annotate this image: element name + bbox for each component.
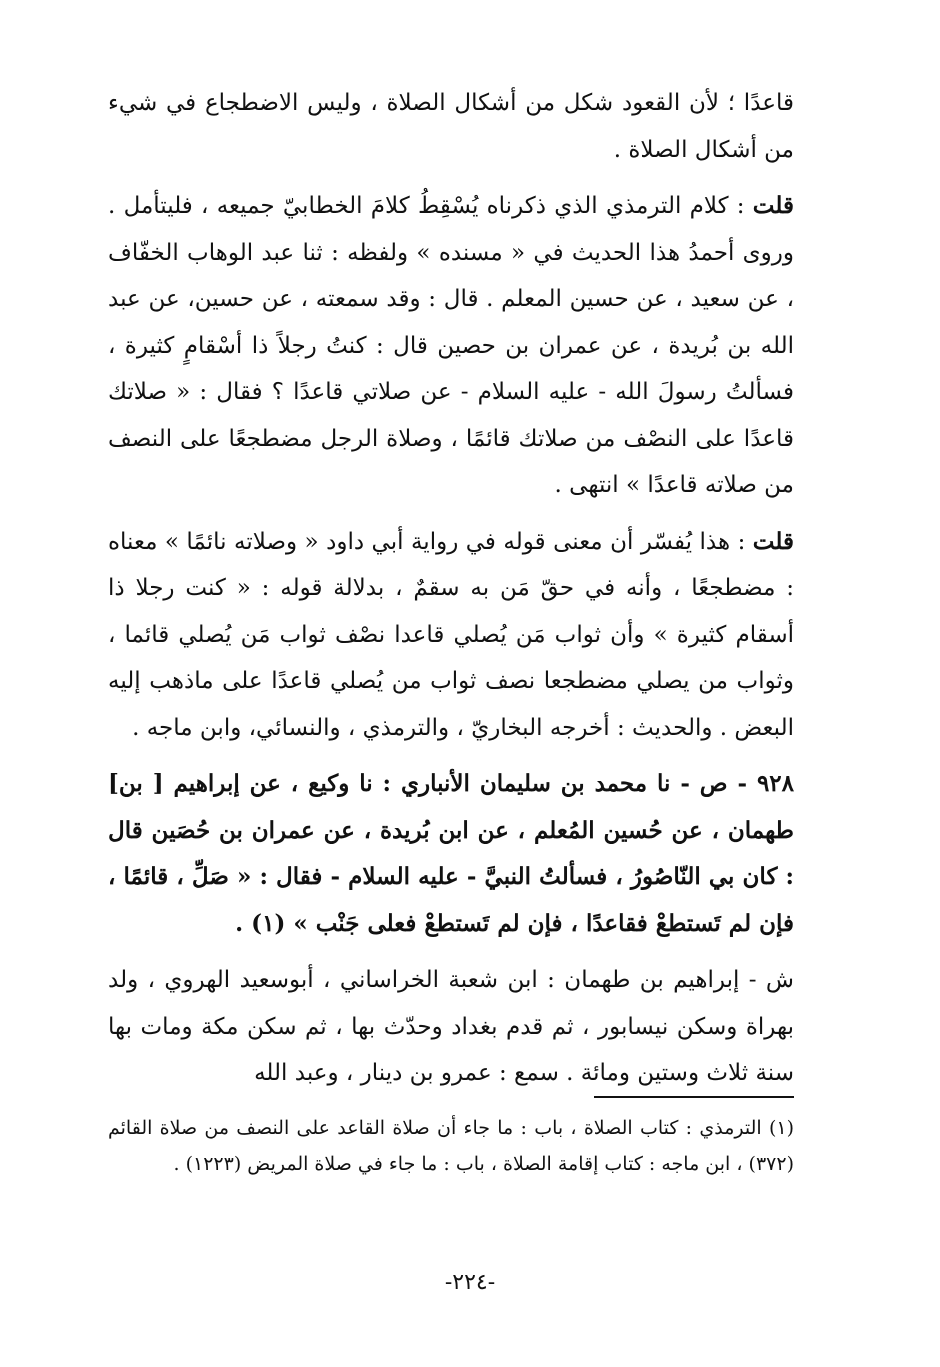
paragraph-1-text: قاعدًا ؛ لأن القعود شكل من أشكال الصلاة ، وليس الاضطجاع في شيء من أشكال الصلاة .: [108, 90, 794, 163]
page-number: -٢٢٤-: [444, 1270, 496, 1295]
paragraph-3-text: : هذا يُفسّر أن معنى قوله في رواية أبي داود « وصلاته نائمًا » معناه : مضطجعًا ، وأنه في حقّ مَن به سقمٌ ، بدلالة قوله : « كنت رجلا ذا أسقام كثيرة » وأن ثواب مَن يُصلي قاعدا نصْف ثواب مَن يُصلي قائما ، وثواب من يصلي مضطجعا نصف ثواب من يُصلي قاعدًا على ماذهب إليه البعض . والحديث : أخرجه البخاريّ ، والترمذي ، والنسائي، وابن ماجه .: [108, 528, 794, 741]
paragraph-2-lead: قلت: [752, 192, 794, 219]
footnote-text: (١) الترمذي : كتاب الصلاة ، باب : ما جاء أن صلاة القاعد على النصف من صلاة القائم (٣٧٢) ، ابن ماجه : كتاب إقامة الصلاة ، باب : ما جاء في صلاة المريض (١٢٢٣) .: [108, 1117, 794, 1175]
commentary-paragraph: [108, 957, 794, 1097]
main-text: [108, 80, 794, 1097]
commentary-text: ش - إبراهيم بن طهمان : ابن شعبة الخراساني ، أبوسعيد الهروي ، ولد بهراة وسكن نيسابور ، ثم قدم بغداد وحدّث بها ، ثم سكن مكة ومات بها سنة ثلاث وستين ومائة . سمع : عمرو بن دينار ، وعبد الله: [108, 967, 794, 1086]
paragraph-3: [108, 519, 794, 752]
footnote: [108, 1110, 794, 1182]
hadith-paragraph: [108, 761, 794, 947]
paragraph-2: [108, 183, 794, 509]
paragraph-2-text: : كلام الترمذي الذي ذكرناه يُسْقِطُ كلامَ الخطابيّ جميعه ، فليتأمل . وروى أحمدُ هذا الحديث في « مسنده » ولفظه : ثنا عبد الوهاب الخفّاف ، عن سعيد ، عن حسين المعلم . قال : وقد سمعته ، عن حسين، عن عبد الله بن بُريدة ، عن عمران بن حصين قال : كنتُ رجلاً ذا أسْقامٍ كثيرة ، فسألتُ رسولَ الله - عليه السلام - عن صلاتي قاعدًا ؟ فقال : « صلاتك قاعدًا على النصْف من صلاتك قائمًا ، وصلاة الرجل مضطجعًا على النصف من صلاته قاعدًا » انتهى .: [108, 193, 794, 498]
paragraph-1: [108, 80, 794, 173]
hadith-text: ٩٢٨ - ص - نا محمد بن سليمان الأنباري : نا وكيع ، عن إبراهيم [ بن] طهمان ، عن حُسين المُعلم ، عن ابن بُريدة ، عن عمران بن حُصَين قال : كان بي النّاصُورُ ، فسألتُ النبيَّ - عليه السلام - فقال : « صَلِّ ، قائمًا ، فإن لم تَستطعْ فقاعدًا ، فإن لم تَستطعْ فعلى جَنْب » (١) .: [108, 770, 794, 937]
paragraph-3-lead: قلت: [752, 527, 794, 555]
footnote-divider: [594, 1096, 794, 1098]
